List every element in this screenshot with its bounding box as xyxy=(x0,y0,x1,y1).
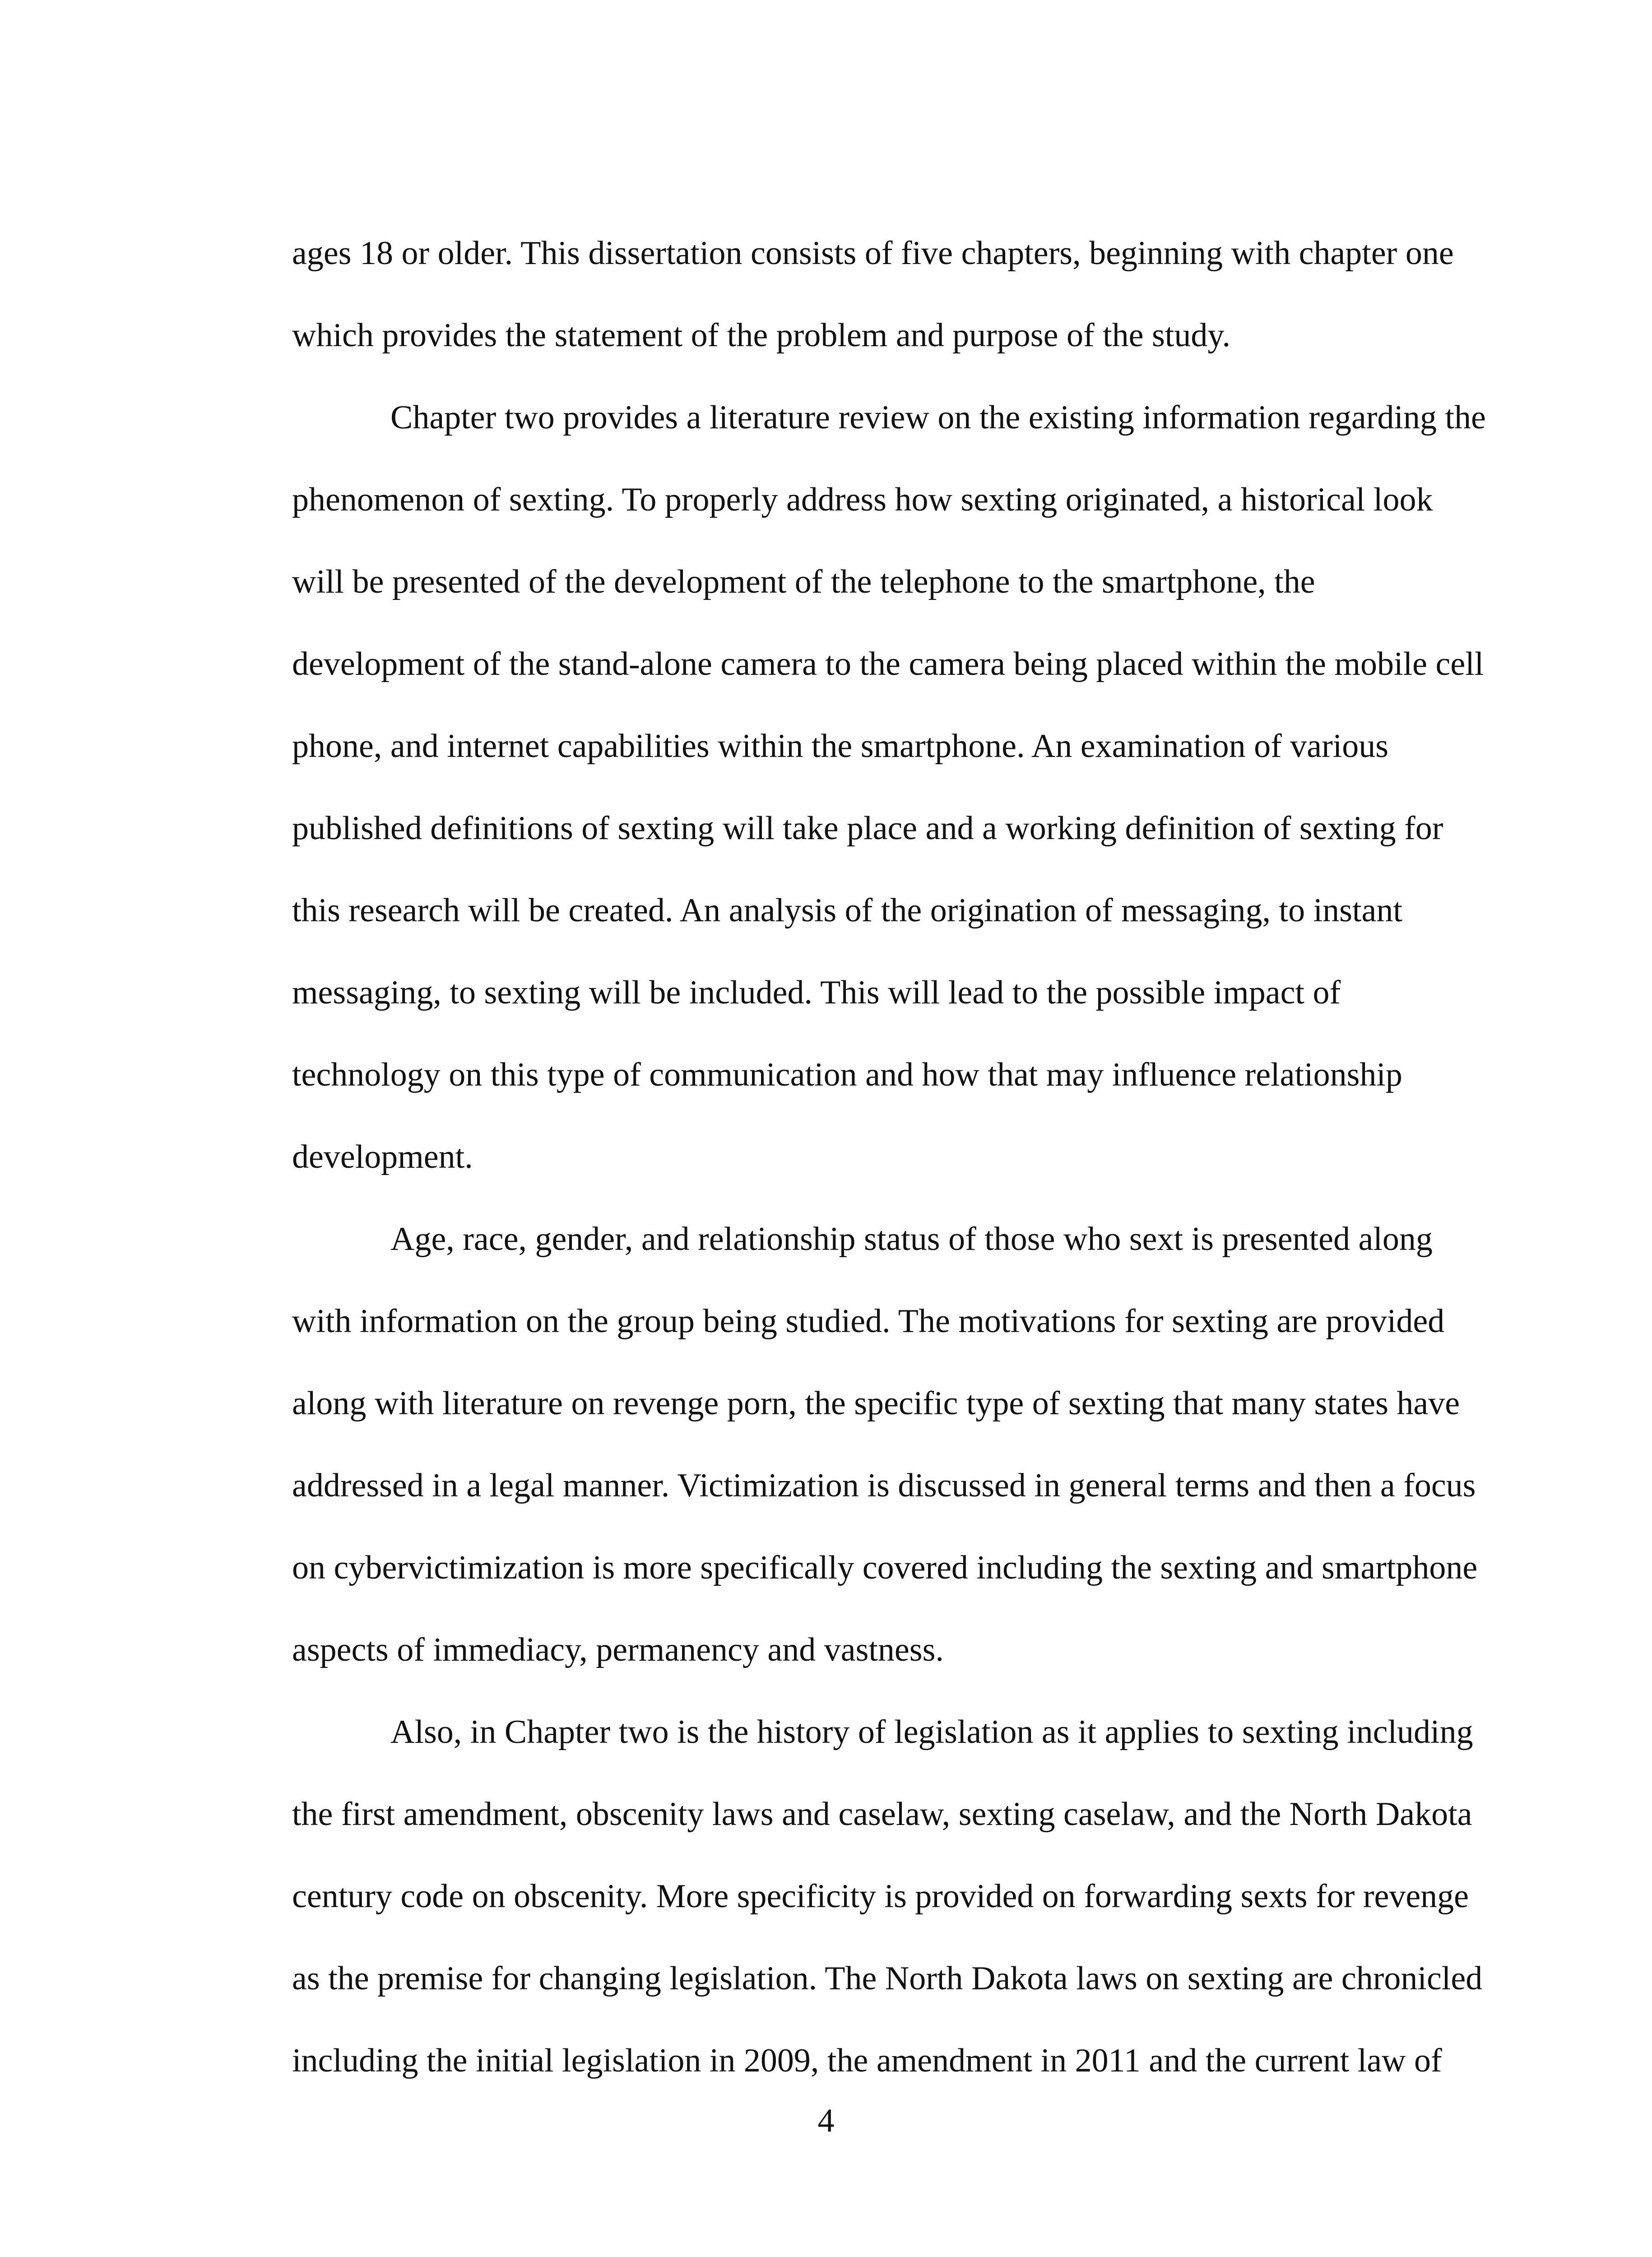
text-line: phone, and internet capabilities within the smartphone. An examination of various xyxy=(292,728,1389,765)
text-line: addressed in a legal manner. Victimization is discussed in general terms and then a focus xyxy=(292,1467,1476,1504)
text-line: including the initial legislation in 2009, the amendment in 2011 and the current law of xyxy=(292,2042,1442,2079)
text-line: as the premise for changing legislation. The North Dakota laws on sexting are chronicled xyxy=(292,1960,1483,1997)
text-line: aspects of immediacy, permanency and vastness. xyxy=(292,1631,944,1668)
text-line: published definitions of sexting will take place and a working definition of sexting for xyxy=(292,810,1443,847)
text-line: which provides the statement of the problem and purpose of the study. xyxy=(292,317,1231,354)
text-line: phenomenon of sexting. To properly address how sexting originated, a historical look xyxy=(292,481,1433,518)
text-line: century code on obscenity. More specificity is provided on forwarding sexts for revenge xyxy=(292,1878,1469,1915)
text-line: will be presented of the development of the telephone to the smartphone, the xyxy=(292,563,1315,600)
text-line: development of the stand-alone camera to the camera being placed within the mobile cell xyxy=(292,646,1484,683)
text-line: technology on this type of communication and how that may influence relationship xyxy=(292,1056,1402,1093)
page-number: 4 xyxy=(817,2102,835,2139)
text-line: along with literature on revenge porn, the specific type of sexting that many states have xyxy=(292,1385,1460,1422)
text-line: ages 18 or older. This dissertation consists of five chapters, beginning with chapter one xyxy=(292,235,1454,272)
paragraph-start-line: Chapter two provides a literature review on the existing information regarding the xyxy=(390,399,1486,436)
paragraph-start-line: Age, race, gender, and relationship status of those who sext is presented along xyxy=(390,1221,1433,1258)
paragraph-start-line: Also, in Chapter two is the history of legislation as it applies to sexting including xyxy=(390,1714,1473,1751)
text-line: messaging, to sexting will be included. This will lead to the possible impact of xyxy=(292,974,1341,1011)
text-line: with information on the group being studied. The motivations for sexting are provided xyxy=(292,1303,1445,1340)
text-line: development. xyxy=(292,1138,473,1175)
text-line: this research will be created. An analysis of the origination of messaging, to instant xyxy=(292,892,1402,929)
body-text xyxy=(292,212,1486,2102)
text-line: on cybervictimization is more specifically covered including the sexting and smartphone xyxy=(292,1549,1478,1586)
text-line: the first amendment, obscenity laws and caselaw, sexting caselaw, and the North Dakota xyxy=(292,1796,1472,1833)
